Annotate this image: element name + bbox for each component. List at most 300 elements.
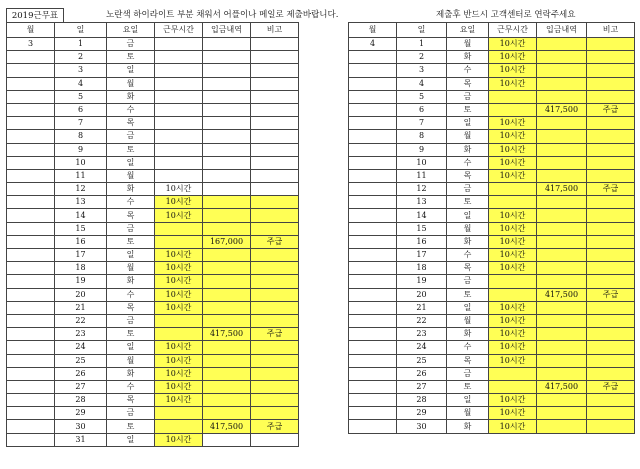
work-hours-cell[interactable] [155, 169, 203, 182]
day-cell[interactable]: 24 [55, 341, 107, 354]
payment-cell[interactable] [537, 354, 587, 367]
payment-cell[interactable] [203, 222, 251, 235]
day-cell[interactable]: 7 [397, 117, 447, 130]
weekday-cell[interactable]: 월 [447, 222, 489, 235]
month-cell[interactable] [7, 103, 55, 116]
month-cell[interactable] [349, 143, 397, 156]
weekday-cell[interactable]: 금 [107, 314, 155, 327]
day-cell[interactable]: 9 [397, 143, 447, 156]
month-cell[interactable] [7, 314, 55, 327]
payment-cell[interactable] [537, 249, 587, 262]
work-hours-cell[interactable] [155, 51, 203, 64]
work-hours-cell[interactable]: 10시간 [155, 288, 203, 301]
work-hours-cell[interactable] [155, 420, 203, 433]
weekday-cell[interactable]: 일 [447, 209, 489, 222]
note-cell[interactable]: 주급 [587, 183, 635, 196]
payment-cell[interactable] [203, 117, 251, 130]
work-hours-cell[interactable]: 10시간 [155, 433, 203, 446]
day-cell[interactable]: 31 [55, 433, 107, 446]
day-cell[interactable]: 4 [55, 77, 107, 90]
note-cell[interactable] [251, 38, 299, 51]
work-hours-cell[interactable]: 10시간 [489, 301, 537, 314]
work-hours-cell[interactable] [489, 103, 537, 116]
day-cell[interactable]: 10 [397, 156, 447, 169]
note-cell[interactable] [587, 341, 635, 354]
payment-cell[interactable]: 167,000 [203, 235, 251, 248]
weekday-cell[interactable]: 토 [447, 196, 489, 209]
day-cell[interactable]: 26 [55, 367, 107, 380]
payment-cell[interactable] [203, 367, 251, 380]
payment-cell[interactable]: 417,500 [203, 328, 251, 341]
note-cell[interactable] [251, 301, 299, 314]
day-cell[interactable]: 19 [397, 275, 447, 288]
day-cell[interactable]: 20 [55, 288, 107, 301]
work-hours-cell[interactable] [489, 183, 537, 196]
month-cell[interactable]: 4 [349, 38, 397, 51]
day-cell[interactable]: 13 [55, 196, 107, 209]
weekday-cell[interactable]: 일 [107, 64, 155, 77]
month-cell[interactable]: 3 [7, 38, 55, 51]
month-cell[interactable] [349, 367, 397, 380]
note-cell[interactable]: 주급 [251, 235, 299, 248]
day-cell[interactable]: 8 [55, 130, 107, 143]
day-cell[interactable]: 14 [55, 209, 107, 222]
payment-cell[interactable] [537, 209, 587, 222]
weekday-cell[interactable]: 화 [447, 420, 489, 433]
note-cell[interactable] [587, 51, 635, 64]
sheet-title[interactable]: 2019근무표 [6, 8, 64, 24]
note-cell[interactable] [587, 367, 635, 380]
work-hours-cell[interactable]: 10시간 [489, 235, 537, 248]
day-cell[interactable]: 12 [55, 183, 107, 196]
day-cell[interactable]: 7 [55, 117, 107, 130]
payment-cell[interactable] [537, 235, 587, 248]
note-cell[interactable] [587, 407, 635, 420]
day-cell[interactable]: 12 [397, 183, 447, 196]
payment-cell[interactable] [537, 341, 587, 354]
work-hours-cell[interactable] [155, 156, 203, 169]
payment-cell[interactable] [537, 407, 587, 420]
day-cell[interactable]: 11 [397, 169, 447, 182]
month-cell[interactable] [7, 169, 55, 182]
month-cell[interactable] [349, 301, 397, 314]
payment-cell[interactable] [537, 367, 587, 380]
month-cell[interactable] [349, 77, 397, 90]
note-cell[interactable] [587, 235, 635, 248]
day-cell[interactable]: 30 [397, 420, 447, 433]
month-cell[interactable] [7, 394, 55, 407]
day-cell[interactable]: 23 [397, 328, 447, 341]
payment-cell[interactable] [537, 328, 587, 341]
payment-cell[interactable] [203, 262, 251, 275]
month-cell[interactable] [7, 407, 55, 420]
weekday-cell[interactable]: 월 [447, 38, 489, 51]
payment-cell[interactable] [537, 77, 587, 90]
month-cell[interactable] [7, 222, 55, 235]
weekday-cell[interactable]: 일 [447, 394, 489, 407]
work-hours-cell[interactable]: 10시간 [155, 341, 203, 354]
day-cell[interactable]: 22 [55, 314, 107, 327]
work-hours-cell[interactable]: 10시간 [489, 169, 537, 182]
month-cell[interactable] [7, 367, 55, 380]
day-cell[interactable]: 4 [397, 77, 447, 90]
month-cell[interactable] [7, 433, 55, 446]
payment-cell[interactable] [203, 64, 251, 77]
month-cell[interactable] [349, 90, 397, 103]
note-cell[interactable] [587, 394, 635, 407]
note-cell[interactable] [251, 394, 299, 407]
weekday-cell[interactable]: 수 [447, 249, 489, 262]
month-cell[interactable] [7, 143, 55, 156]
work-hours-cell[interactable]: 10시간 [489, 143, 537, 156]
weekday-cell[interactable]: 목 [107, 117, 155, 130]
month-cell[interactable] [349, 249, 397, 262]
month-cell[interactable] [7, 380, 55, 393]
payment-cell[interactable] [203, 51, 251, 64]
month-cell[interactable] [349, 407, 397, 420]
note-cell[interactable] [587, 328, 635, 341]
day-cell[interactable]: 11 [55, 169, 107, 182]
month-cell[interactable] [7, 130, 55, 143]
month-cell[interactable] [7, 77, 55, 90]
day-cell[interactable]: 29 [55, 407, 107, 420]
payment-cell[interactable] [537, 156, 587, 169]
weekday-cell[interactable]: 목 [447, 354, 489, 367]
weekday-cell[interactable]: 토 [447, 103, 489, 116]
note-cell[interactable] [587, 130, 635, 143]
note-cell[interactable] [251, 275, 299, 288]
payment-cell[interactable] [203, 209, 251, 222]
day-cell[interactable]: 19 [55, 275, 107, 288]
work-hours-cell[interactable] [489, 380, 537, 393]
note-cell[interactable] [251, 90, 299, 103]
weekday-cell[interactable]: 수 [107, 380, 155, 393]
weekday-cell[interactable]: 일 [107, 433, 155, 446]
month-cell[interactable] [349, 235, 397, 248]
weekday-cell[interactable]: 수 [447, 156, 489, 169]
weekday-cell[interactable]: 수 [107, 196, 155, 209]
weekday-cell[interactable]: 금 [107, 130, 155, 143]
work-hours-cell[interactable]: 10시간 [489, 262, 537, 275]
weekday-cell[interactable]: 목 [447, 169, 489, 182]
work-hours-cell[interactable]: 10시간 [489, 394, 537, 407]
month-cell[interactable] [349, 288, 397, 301]
work-hours-cell[interactable] [155, 90, 203, 103]
weekday-cell[interactable]: 목 [447, 262, 489, 275]
note-cell[interactable] [251, 262, 299, 275]
work-hours-cell[interactable]: 10시간 [155, 394, 203, 407]
month-cell[interactable] [7, 420, 55, 433]
note-cell[interactable] [587, 222, 635, 235]
payment-cell[interactable] [203, 341, 251, 354]
day-cell[interactable]: 5 [55, 90, 107, 103]
note-cell[interactable] [587, 143, 635, 156]
day-cell[interactable]: 27 [55, 380, 107, 393]
weekday-cell[interactable]: 일 [447, 117, 489, 130]
day-cell[interactable]: 14 [397, 209, 447, 222]
weekday-cell[interactable]: 화 [447, 51, 489, 64]
work-hours-cell[interactable]: 10시간 [489, 407, 537, 420]
weekday-cell[interactable]: 목 [107, 394, 155, 407]
payment-cell[interactable]: 417,500 [537, 380, 587, 393]
weekday-cell[interactable]: 토 [107, 51, 155, 64]
day-cell[interactable]: 18 [55, 262, 107, 275]
payment-cell[interactable] [537, 90, 587, 103]
weekday-cell[interactable]: 일 [107, 249, 155, 262]
work-hours-cell[interactable]: 10시간 [155, 380, 203, 393]
month-cell[interactable] [349, 51, 397, 64]
payment-cell[interactable] [537, 420, 587, 433]
work-hours-cell[interactable] [155, 235, 203, 248]
month-cell[interactable] [349, 156, 397, 169]
work-hours-cell[interactable] [155, 314, 203, 327]
work-hours-cell[interactable] [489, 275, 537, 288]
weekday-cell[interactable]: 월 [107, 77, 155, 90]
note-cell[interactable]: 주급 [587, 288, 635, 301]
payment-cell[interactable] [203, 77, 251, 90]
note-cell[interactable] [251, 143, 299, 156]
month-cell[interactable] [349, 314, 397, 327]
weekday-cell[interactable]: 금 [107, 38, 155, 51]
weekday-cell[interactable]: 화 [107, 183, 155, 196]
payment-cell[interactable] [537, 169, 587, 182]
work-hours-cell[interactable] [155, 117, 203, 130]
payment-cell[interactable] [537, 64, 587, 77]
work-hours-cell[interactable]: 10시간 [489, 64, 537, 77]
note-cell[interactable] [251, 314, 299, 327]
work-hours-cell[interactable]: 10시간 [489, 130, 537, 143]
month-cell[interactable] [349, 130, 397, 143]
weekday-cell[interactable]: 월 [447, 407, 489, 420]
month-cell[interactable] [349, 341, 397, 354]
note-cell[interactable]: 주급 [251, 328, 299, 341]
note-cell[interactable] [251, 51, 299, 64]
note-cell[interactable]: 주급 [251, 420, 299, 433]
note-cell[interactable] [251, 433, 299, 446]
note-cell[interactable] [587, 420, 635, 433]
month-cell[interactable] [349, 262, 397, 275]
payment-cell[interactable] [203, 103, 251, 116]
work-hours-cell[interactable] [155, 38, 203, 51]
note-cell[interactable] [587, 209, 635, 222]
note-cell[interactable] [251, 196, 299, 209]
payment-cell[interactable]: 417,500 [203, 420, 251, 433]
month-cell[interactable] [349, 103, 397, 116]
day-cell[interactable]: 25 [397, 354, 447, 367]
weekday-cell[interactable]: 수 [447, 341, 489, 354]
note-cell[interactable] [587, 156, 635, 169]
note-cell[interactable] [251, 183, 299, 196]
payment-cell[interactable] [203, 275, 251, 288]
month-cell[interactable] [349, 420, 397, 433]
note-cell[interactable] [587, 249, 635, 262]
payment-cell[interactable] [203, 380, 251, 393]
work-hours-cell[interactable]: 10시간 [489, 77, 537, 90]
weekday-cell[interactable]: 일 [107, 341, 155, 354]
weekday-cell[interactable]: 월 [447, 130, 489, 143]
note-cell[interactable] [587, 275, 635, 288]
weekday-cell[interactable]: 화 [447, 235, 489, 248]
payment-cell[interactable] [537, 143, 587, 156]
month-cell[interactable] [7, 90, 55, 103]
payment-cell[interactable] [203, 301, 251, 314]
note-cell[interactable] [251, 249, 299, 262]
weekday-cell[interactable]: 목 [107, 209, 155, 222]
work-hours-cell[interactable]: 10시간 [489, 354, 537, 367]
month-cell[interactable] [349, 275, 397, 288]
work-hours-cell[interactable] [489, 367, 537, 380]
work-hours-cell[interactable] [155, 103, 203, 116]
weekday-cell[interactable]: 수 [447, 64, 489, 77]
day-cell[interactable]: 18 [397, 262, 447, 275]
day-cell[interactable]: 27 [397, 380, 447, 393]
work-hours-cell[interactable]: 10시간 [489, 209, 537, 222]
note-cell[interactable] [251, 103, 299, 116]
day-cell[interactable]: 1 [397, 38, 447, 51]
payment-cell[interactable] [203, 90, 251, 103]
day-cell[interactable]: 17 [397, 249, 447, 262]
payment-cell[interactable] [537, 117, 587, 130]
note-cell[interactable] [587, 117, 635, 130]
weekday-cell[interactable]: 금 [447, 183, 489, 196]
work-hours-cell[interactable]: 10시간 [155, 183, 203, 196]
work-hours-cell[interactable]: 10시간 [155, 301, 203, 314]
payment-cell[interactable] [537, 275, 587, 288]
month-cell[interactable] [349, 394, 397, 407]
note-cell[interactable] [251, 169, 299, 182]
payment-cell[interactable] [203, 130, 251, 143]
work-hours-cell[interactable] [155, 407, 203, 420]
day-cell[interactable]: 21 [397, 301, 447, 314]
month-cell[interactable] [7, 262, 55, 275]
day-cell[interactable]: 5 [397, 90, 447, 103]
day-cell[interactable]: 2 [397, 51, 447, 64]
note-cell[interactable] [251, 354, 299, 367]
day-cell[interactable]: 6 [55, 103, 107, 116]
work-hours-cell[interactable]: 10시간 [155, 209, 203, 222]
work-hours-cell[interactable]: 10시간 [489, 328, 537, 341]
work-hours-cell[interactable]: 10시간 [489, 222, 537, 235]
work-hours-cell[interactable]: 10시간 [489, 249, 537, 262]
weekday-cell[interactable]: 금 [447, 367, 489, 380]
day-cell[interactable]: 3 [55, 64, 107, 77]
month-cell[interactable] [7, 249, 55, 262]
payment-cell[interactable] [537, 314, 587, 327]
month-cell[interactable] [7, 235, 55, 248]
weekday-cell[interactable]: 화 [107, 90, 155, 103]
weekday-cell[interactable]: 일 [447, 301, 489, 314]
work-hours-cell[interactable] [155, 77, 203, 90]
note-cell[interactable]: 주급 [587, 380, 635, 393]
work-hours-cell[interactable] [155, 143, 203, 156]
payment-cell[interactable] [537, 301, 587, 314]
note-cell[interactable] [251, 407, 299, 420]
payment-cell[interactable] [203, 394, 251, 407]
payment-cell[interactable] [537, 196, 587, 209]
note-cell[interactable] [587, 38, 635, 51]
day-cell[interactable]: 24 [397, 341, 447, 354]
weekday-cell[interactable]: 월 [107, 262, 155, 275]
weekday-cell[interactable]: 토 [107, 328, 155, 341]
day-cell[interactable]: 8 [397, 130, 447, 143]
weekday-cell[interactable]: 금 [107, 407, 155, 420]
month-cell[interactable] [7, 341, 55, 354]
payment-cell[interactable]: 417,500 [537, 288, 587, 301]
weekday-cell[interactable]: 화 [447, 328, 489, 341]
payment-cell[interactable]: 417,500 [537, 183, 587, 196]
month-cell[interactable] [349, 183, 397, 196]
month-cell[interactable] [349, 209, 397, 222]
note-cell[interactable] [587, 196, 635, 209]
payment-cell[interactable] [537, 38, 587, 51]
payment-cell[interactable] [203, 407, 251, 420]
weekday-cell[interactable]: 화 [447, 143, 489, 156]
work-hours-cell[interactable] [155, 328, 203, 341]
month-cell[interactable] [349, 354, 397, 367]
note-cell[interactable]: 주급 [587, 103, 635, 116]
work-hours-cell[interactable]: 10시간 [489, 156, 537, 169]
month-cell[interactable] [7, 301, 55, 314]
work-hours-cell[interactable] [155, 130, 203, 143]
day-cell[interactable]: 3 [397, 64, 447, 77]
weekday-cell[interactable]: 화 [107, 275, 155, 288]
day-cell[interactable]: 21 [55, 301, 107, 314]
note-cell[interactable] [587, 354, 635, 367]
note-cell[interactable] [251, 367, 299, 380]
note-cell[interactable] [251, 380, 299, 393]
payment-cell[interactable] [203, 156, 251, 169]
payment-cell[interactable] [203, 314, 251, 327]
work-hours-cell[interactable]: 10시간 [489, 38, 537, 51]
note-cell[interactable] [587, 169, 635, 182]
note-cell[interactable] [587, 77, 635, 90]
day-cell[interactable]: 20 [397, 288, 447, 301]
work-hours-cell[interactable]: 10시간 [155, 249, 203, 262]
month-cell[interactable] [349, 169, 397, 182]
note-cell[interactable] [587, 314, 635, 327]
payment-cell[interactable] [537, 262, 587, 275]
work-hours-cell[interactable]: 10시간 [155, 367, 203, 380]
weekday-cell[interactable]: 토 [107, 420, 155, 433]
weekday-cell[interactable]: 수 [107, 288, 155, 301]
day-cell[interactable]: 16 [397, 235, 447, 248]
note-cell[interactable] [251, 156, 299, 169]
note-cell[interactable] [251, 117, 299, 130]
month-cell[interactable] [7, 117, 55, 130]
weekday-cell[interactable]: 일 [107, 156, 155, 169]
payment-cell[interactable] [203, 196, 251, 209]
month-cell[interactable] [7, 196, 55, 209]
payment-cell[interactable] [537, 130, 587, 143]
weekday-cell[interactable]: 토 [447, 380, 489, 393]
weekday-cell[interactable]: 토 [447, 288, 489, 301]
work-hours-cell[interactable]: 10시간 [489, 51, 537, 64]
weekday-cell[interactable]: 월 [107, 169, 155, 182]
month-cell[interactable] [7, 156, 55, 169]
note-cell[interactable] [251, 209, 299, 222]
day-cell[interactable]: 6 [397, 103, 447, 116]
work-hours-cell[interactable]: 10시간 [155, 354, 203, 367]
work-hours-cell[interactable]: 10시간 [489, 341, 537, 354]
work-hours-cell[interactable] [489, 90, 537, 103]
note-cell[interactable] [251, 222, 299, 235]
work-hours-cell[interactable] [155, 222, 203, 235]
payment-cell[interactable] [203, 288, 251, 301]
weekday-cell[interactable]: 월 [107, 354, 155, 367]
work-hours-cell[interactable]: 10시간 [489, 117, 537, 130]
weekday-cell[interactable]: 화 [107, 367, 155, 380]
payment-cell[interactable]: 417,500 [537, 103, 587, 116]
